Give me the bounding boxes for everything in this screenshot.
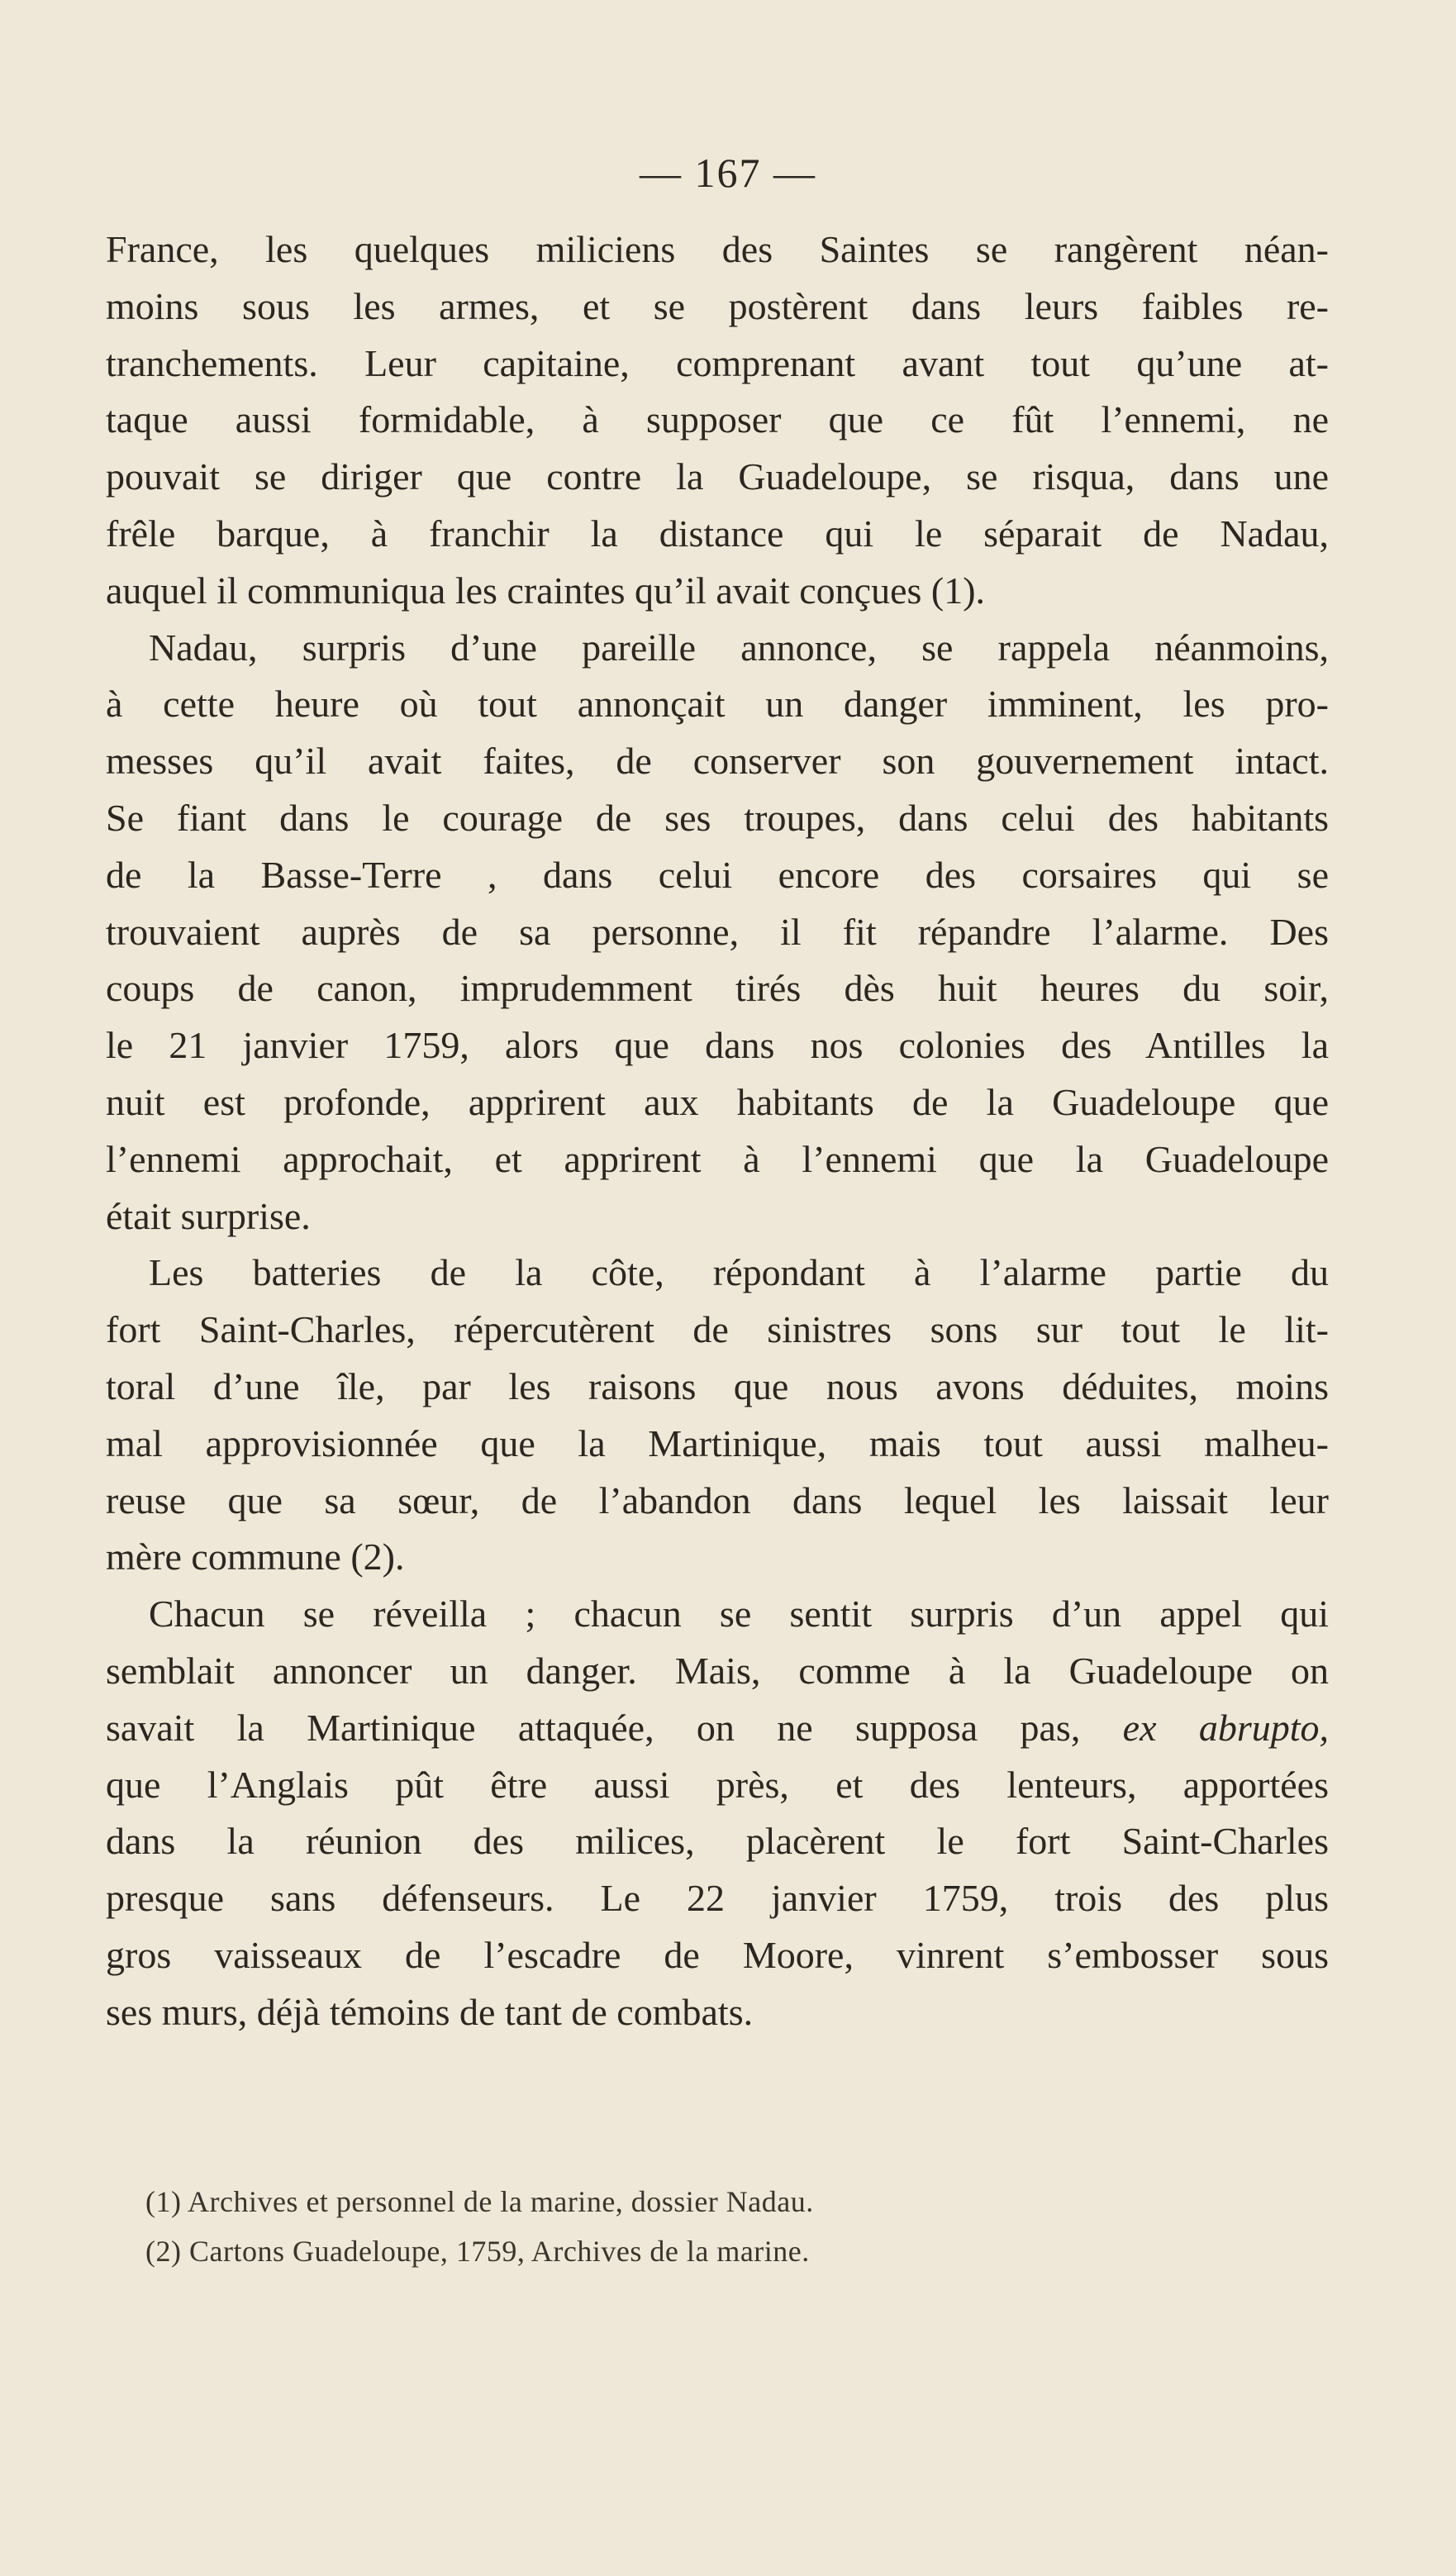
text-line: à cette heure où tout annonçait un danger imminent, les pro-: [106, 683, 1329, 726]
footnotes: [145, 2177, 1302, 2276]
text-line: le 21 janvier 1759, alors que dans nos colonies des Antilles la: [106, 1024, 1329, 1067]
text-line: l’ennemi approchait, et apprirent à l’ennemi que la Guadeloupe: [106, 1137, 1329, 1180]
italic-phrase: ex abrupto,: [1122, 1706, 1330, 1749]
paragraph-first-line: Chacun se réveilla ; chacun se sentit surpris d’un appel qui: [149, 1593, 1329, 1636]
text-line: pouvait se diriger que contre la Guadeloupe, se risqua, dans une: [106, 455, 1329, 498]
text-line: messes qu’il avait faites, de conserver son gouvernement intact.: [106, 740, 1329, 783]
text-line-with-italic: [106, 1700, 1329, 1757]
text-line: dans la réunion des milices, placèrent le fort Saint-Charles: [106, 1820, 1329, 1863]
paragraph-first-line: Nadau, surpris d’une pareille annonce, se rappela néanmoins,: [149, 626, 1329, 669]
text-line: ses murs, déjà témoins de tant de combats.: [106, 1990, 754, 2033]
text-line: de la Basse-Terre , dans celui encore des corsaires qui se: [106, 853, 1329, 896]
text-line: gros vaisseaux de l’escadre de Moore, vinrent s’embosser sous: [106, 1933, 1329, 1976]
text-line: coups de canon, imprudemment tirés dès huit heures du soir,: [106, 967, 1329, 1010]
text-line: auquel il communiqua les craintes qu’il avait conçues (1).: [106, 569, 986, 612]
paragraph-first-line: Les batteries de la côte, répondant à l’alarme partie du: [149, 1251, 1329, 1294]
text-line: que l’Anglais pût être aussi près, et des lenteurs, apportées: [106, 1763, 1329, 1806]
text-line: Se fiant dans le courage de ses troupes, dans celui des habitants: [106, 796, 1329, 839]
text-line: frêle barque, à franchir la distance qui le séparait de Nadau,: [106, 512, 1329, 555]
text-line: semblait annoncer un danger. Mais, comme à la Guadeloupe on: [106, 1649, 1329, 1692]
text-segment: savait la Martinique attaquée, on ne supposa pas,: [106, 1706, 1081, 1749]
text-line: nuit est profonde, apprirent aux habitants de la Guadeloupe que: [106, 1080, 1329, 1123]
text-line: taque aussi formidable, à supposer que ce fût l’ennemi, ne: [106, 398, 1329, 441]
text-line: mère commune (2).: [106, 1536, 405, 1578]
text-line: reuse que sa sœur, de l’abandon dans lequel les laissait leur: [106, 1478, 1329, 1521]
text-line: toral d’une île, par les raisons que nous avons déduites, moins: [106, 1364, 1329, 1407]
text-line: était surprise.: [106, 1194, 311, 1237]
text-line: fort Saint-Charles, répercutèrent de sinistres sons sur tout le lit-: [106, 1308, 1329, 1351]
text-line: mal approvisionnée que la Martinique, mais tout aussi malheu-: [106, 1421, 1329, 1464]
footnote: (1) Archives et personnel de la marine, dossier Nadau.: [145, 2185, 814, 2218]
text-line: tranchements. Leur capitaine, comprenant avant tout qu’une at-: [106, 341, 1329, 384]
text-line: France, les quelques miliciens des Saintes se rangèrent néan-: [106, 228, 1329, 270]
page-number: — 167 —: [640, 150, 816, 196]
text-line: trouvaient auprès de sa personne, il fit répandre l’alarme. Des: [106, 910, 1329, 953]
body-text: [106, 221, 1329, 2041]
footnote: (2) Cartons Guadeloupe, 1759, Archives de la marine.: [145, 2235, 810, 2268]
text-line: moins sous les armes, et se postèrent dans leurs faibles re-: [106, 284, 1329, 327]
text-line: presque sans défenseurs. Le 22 janvier 1759, trois des plus: [106, 1877, 1329, 1920]
